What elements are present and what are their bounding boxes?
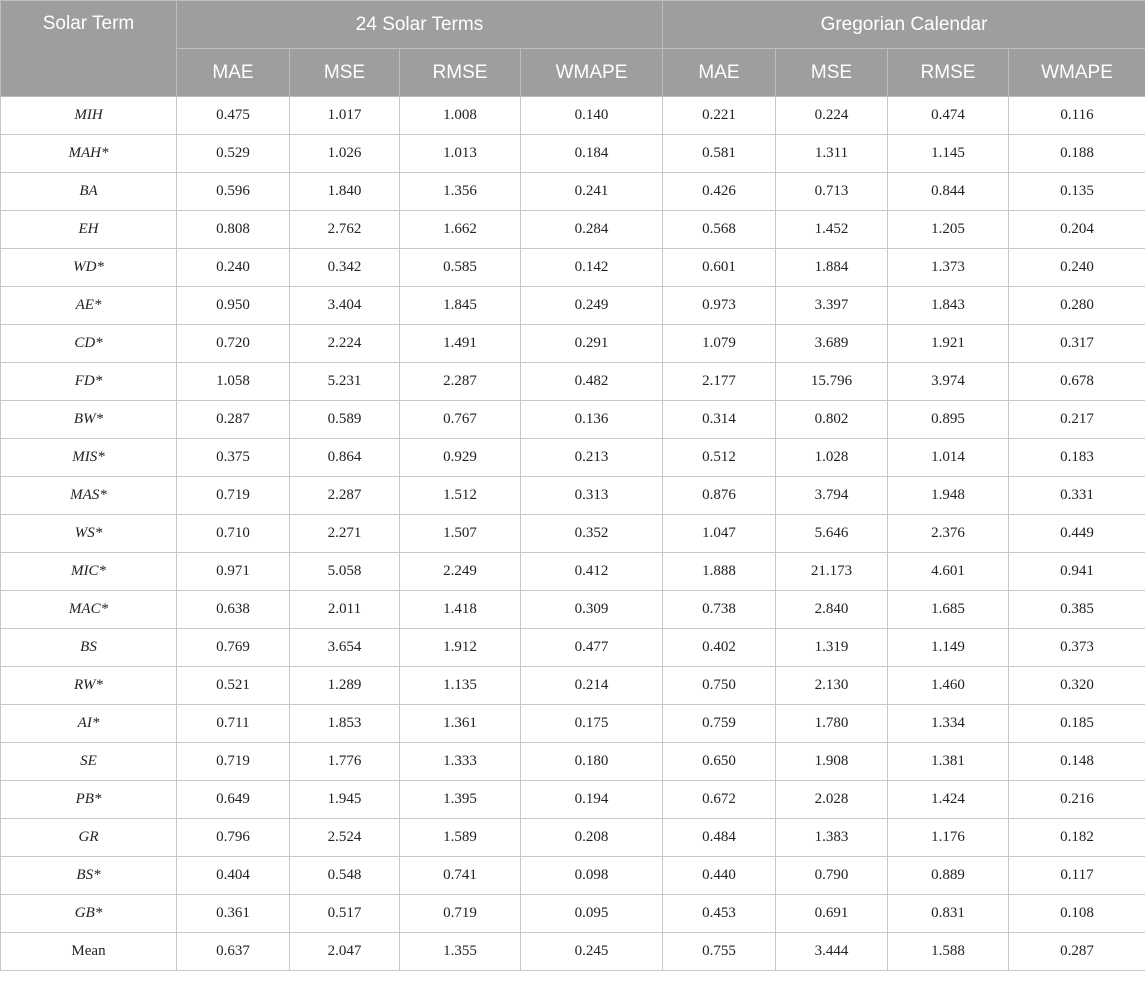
metric-value-cell: 0.517 <box>290 895 400 933</box>
metric-header-mae: MAE <box>177 49 290 97</box>
metric-value-cell: 0.404 <box>177 857 290 895</box>
metric-value-cell: 0.240 <box>177 249 290 287</box>
metric-value-cell: 5.646 <box>776 515 888 553</box>
metric-header-mae: MAE <box>663 49 776 97</box>
metric-value-cell: 1.135 <box>400 667 521 705</box>
metric-value-cell: 0.767 <box>400 401 521 439</box>
metric-value-cell: 2.524 <box>290 819 400 857</box>
metric-value-cell: 0.108 <box>1009 895 1145 933</box>
metric-value-cell: 0.361 <box>177 895 290 933</box>
table-row <box>1 97 1145 135</box>
metric-value-cell: 0.208 <box>521 819 663 857</box>
metric-value-cell: 0.711 <box>177 705 290 743</box>
metric-value-cell: 2.177 <box>663 363 776 401</box>
metric-value-cell: 1.383 <box>776 819 888 857</box>
metric-value-cell: 1.145 <box>888 135 1009 173</box>
metric-value-cell: 1.079 <box>663 325 776 363</box>
metric-value-cell: 0.175 <box>521 705 663 743</box>
metric-value-cell: 1.945 <box>290 781 400 819</box>
solar-term-cell: GR <box>1 819 177 857</box>
solar-term-cell: MIC* <box>1 553 177 591</box>
metric-header-wmape: WMAPE <box>521 49 663 97</box>
metric-value-cell: 0.142 <box>521 249 663 287</box>
metric-value-cell: 0.678 <box>1009 363 1145 401</box>
metric-value-cell: 0.221 <box>663 97 776 135</box>
metric-value-cell: 0.477 <box>521 629 663 667</box>
metric-value-cell: 0.241 <box>521 173 663 211</box>
metric-value-cell: 0.287 <box>177 401 290 439</box>
metric-value-cell: 0.402 <box>663 629 776 667</box>
table-row <box>1 135 1145 173</box>
metric-value-cell: 0.214 <box>521 667 663 705</box>
metric-value-cell: 0.116 <box>1009 97 1145 135</box>
metric-value-cell: 0.317 <box>1009 325 1145 363</box>
metric-value-cell: 0.194 <box>521 781 663 819</box>
table-row <box>1 173 1145 211</box>
metric-value-cell: 0.650 <box>663 743 776 781</box>
table-row <box>1 667 1145 705</box>
metric-value-cell: 0.950 <box>177 287 290 325</box>
solar-term-cell: BA <box>1 173 177 211</box>
metric-value-cell: 0.719 <box>400 895 521 933</box>
metric-value-cell: 0.759 <box>663 705 776 743</box>
metric-value-cell: 1.017 <box>290 97 400 135</box>
metric-value-cell: 0.973 <box>663 287 776 325</box>
solar-term-cell: BS* <box>1 857 177 895</box>
table-row <box>1 819 1145 857</box>
metric-value-cell: 0.098 <box>521 857 663 895</box>
metric-value-cell: 0.672 <box>663 781 776 819</box>
metric-value-cell: 1.395 <box>400 781 521 819</box>
metric-value-cell: 1.047 <box>663 515 776 553</box>
metric-value-cell: 1.424 <box>888 781 1009 819</box>
metric-value-cell: 0.710 <box>177 515 290 553</box>
metric-value-cell: 0.216 <box>1009 781 1145 819</box>
metric-value-cell: 1.333 <box>400 743 521 781</box>
metric-value-cell: 2.047 <box>290 933 400 971</box>
metric-value-cell: 3.397 <box>776 287 888 325</box>
metric-value-cell: 0.280 <box>1009 287 1145 325</box>
metric-value-cell: 1.884 <box>776 249 888 287</box>
solar-term-cell: AI* <box>1 705 177 743</box>
metric-value-cell: 21.173 <box>776 553 888 591</box>
metric-value-cell: 1.460 <box>888 667 1009 705</box>
metric-value-cell: 3.794 <box>776 477 888 515</box>
metric-value-cell: 0.844 <box>888 173 1009 211</box>
solar-term-cell: MIH <box>1 97 177 135</box>
metric-value-cell: 2.028 <box>776 781 888 819</box>
metric-value-cell: 1.014 <box>888 439 1009 477</box>
metric-value-cell: 0.790 <box>776 857 888 895</box>
metric-value-cell: 0.831 <box>888 895 1009 933</box>
metric-value-cell: 0.148 <box>1009 743 1145 781</box>
table-row <box>1 857 1145 895</box>
metric-value-cell: 1.776 <box>290 743 400 781</box>
solar-term-cell: BW* <box>1 401 177 439</box>
metric-value-cell: 1.588 <box>888 933 1009 971</box>
metric-value-cell: 0.453 <box>663 895 776 933</box>
metric-value-cell: 0.484 <box>663 819 776 857</box>
metric-header-mse: MSE <box>776 49 888 97</box>
metric-value-cell: 0.249 <box>521 287 663 325</box>
table-row <box>1 743 1145 781</box>
metric-value-cell: 0.864 <box>290 439 400 477</box>
solar-term-header: Solar Term <box>1 1 177 97</box>
metric-value-cell: 0.769 <box>177 629 290 667</box>
table-row <box>1 515 1145 553</box>
metric-value-cell: 0.691 <box>776 895 888 933</box>
metric-value-cell: 1.840 <box>290 173 400 211</box>
metric-value-cell: 0.601 <box>663 249 776 287</box>
metric-value-cell: 1.662 <box>400 211 521 249</box>
metric-value-cell: 0.224 <box>776 97 888 135</box>
metric-value-cell: 2.271 <box>290 515 400 553</box>
metric-value-cell: 1.491 <box>400 325 521 363</box>
metric-value-cell: 3.974 <box>888 363 1009 401</box>
metric-value-cell: 0.741 <box>400 857 521 895</box>
metric-value-cell: 2.249 <box>400 553 521 591</box>
metric-value-cell: 0.482 <box>521 363 663 401</box>
metric-value-cell: 0.135 <box>1009 173 1145 211</box>
metric-value-cell: 1.780 <box>776 705 888 743</box>
metric-value-cell: 0.185 <box>1009 705 1145 743</box>
metric-value-cell: 0.808 <box>177 211 290 249</box>
metric-value-cell: 1.418 <box>400 591 521 629</box>
metric-value-cell: 0.245 <box>521 933 663 971</box>
metric-value-cell: 5.231 <box>290 363 400 401</box>
metric-value-cell: 2.287 <box>400 363 521 401</box>
metric-value-cell: 0.240 <box>1009 249 1145 287</box>
metric-value-cell: 0.412 <box>521 553 663 591</box>
metric-value-cell: 0.802 <box>776 401 888 439</box>
metric-value-cell: 0.474 <box>888 97 1009 135</box>
metric-value-cell: 1.908 <box>776 743 888 781</box>
group-header-gregorian: Gregorian Calendar <box>663 1 1145 49</box>
solar-term-cell: EH <box>1 211 177 249</box>
metric-value-cell: 1.311 <box>776 135 888 173</box>
solar-term-cell: CD* <box>1 325 177 363</box>
metric-value-cell: 1.512 <box>400 477 521 515</box>
metric-value-cell: 0.895 <box>888 401 1009 439</box>
table-row <box>1 249 1145 287</box>
metric-value-cell: 0.117 <box>1009 857 1145 895</box>
metric-value-cell: 0.796 <box>177 819 290 857</box>
solar-term-cell: AE* <box>1 287 177 325</box>
metric-value-cell: 0.385 <box>1009 591 1145 629</box>
metric-value-cell: 0.182 <box>1009 819 1145 857</box>
metric-value-cell: 0.213 <box>521 439 663 477</box>
header-row-groups <box>1 1 1145 49</box>
metric-header-rmse: RMSE <box>888 49 1009 97</box>
metric-value-cell: 0.180 <box>521 743 663 781</box>
metric-value-cell: 0.529 <box>177 135 290 173</box>
metric-value-cell: 2.762 <box>290 211 400 249</box>
metric-value-cell: 1.319 <box>776 629 888 667</box>
metric-value-cell: 0.548 <box>290 857 400 895</box>
metric-value-cell: 0.637 <box>177 933 290 971</box>
metric-value-cell: 0.750 <box>663 667 776 705</box>
metric-value-cell: 1.589 <box>400 819 521 857</box>
metric-value-cell: 0.217 <box>1009 401 1145 439</box>
solar-term-cell: Mean <box>1 933 177 971</box>
table-row <box>1 363 1145 401</box>
metric-value-cell: 0.720 <box>177 325 290 363</box>
solar-term-cell: BS <box>1 629 177 667</box>
metric-value-cell: 0.713 <box>776 173 888 211</box>
solar-term-cell: MAC* <box>1 591 177 629</box>
solar-term-cell: RW* <box>1 667 177 705</box>
metric-value-cell: 1.205 <box>888 211 1009 249</box>
table-row <box>1 211 1145 249</box>
metric-value-cell: 1.373 <box>888 249 1009 287</box>
solar-term-cell: WS* <box>1 515 177 553</box>
metric-header-rmse: RMSE <box>400 49 521 97</box>
metric-value-cell: 3.444 <box>776 933 888 971</box>
table-row <box>1 287 1145 325</box>
solar-term-cell: FD* <box>1 363 177 401</box>
metric-value-cell: 5.058 <box>290 553 400 591</box>
metric-value-cell: 1.685 <box>888 591 1009 629</box>
table-row <box>1 401 1145 439</box>
table-body <box>1 97 1145 971</box>
metric-value-cell: 1.149 <box>888 629 1009 667</box>
metric-value-cell: 0.284 <box>521 211 663 249</box>
metric-header-wmape: WMAPE <box>1009 49 1145 97</box>
table-row <box>1 781 1145 819</box>
metric-value-cell: 0.136 <box>521 401 663 439</box>
metric-value-cell: 0.581 <box>663 135 776 173</box>
solar-term-cell: PB* <box>1 781 177 819</box>
metric-value-cell: 1.921 <box>888 325 1009 363</box>
table-row <box>1 439 1145 477</box>
group-header-solar-terms: 24 Solar Terms <box>177 1 663 49</box>
table-row <box>1 591 1145 629</box>
metric-value-cell: 1.361 <box>400 705 521 743</box>
solar-term-cell: MAS* <box>1 477 177 515</box>
metric-value-cell: 0.184 <box>521 135 663 173</box>
metric-value-cell: 2.376 <box>888 515 1009 553</box>
metric-value-cell: 15.796 <box>776 363 888 401</box>
metric-value-cell: 0.140 <box>521 97 663 135</box>
metric-header-mse: MSE <box>290 49 400 97</box>
table-row <box>1 895 1145 933</box>
metric-value-cell: 1.028 <box>776 439 888 477</box>
metric-value-cell: 0.596 <box>177 173 290 211</box>
metric-value-cell: 1.289 <box>290 667 400 705</box>
metric-value-cell: 0.291 <box>521 325 663 363</box>
metric-value-cell: 1.334 <box>888 705 1009 743</box>
metric-value-cell: 0.755 <box>663 933 776 971</box>
metric-value-cell: 1.058 <box>177 363 290 401</box>
table-header <box>1 1 1145 97</box>
metric-value-cell: 1.008 <box>400 97 521 135</box>
metric-value-cell: 2.011 <box>290 591 400 629</box>
metric-value-cell: 1.176 <box>888 819 1009 857</box>
table-row <box>1 933 1145 971</box>
metric-value-cell: 0.095 <box>521 895 663 933</box>
metric-value-cell: 1.912 <box>400 629 521 667</box>
metric-value-cell: 3.654 <box>290 629 400 667</box>
metric-value-cell: 0.971 <box>177 553 290 591</box>
metric-value-cell: 2.840 <box>776 591 888 629</box>
metric-value-cell: 1.356 <box>400 173 521 211</box>
metric-value-cell: 0.342 <box>290 249 400 287</box>
metric-value-cell: 1.452 <box>776 211 888 249</box>
metric-value-cell: 4.601 <box>888 553 1009 591</box>
solar-term-cell: SE <box>1 743 177 781</box>
metric-value-cell: 1.948 <box>888 477 1009 515</box>
metric-value-cell: 0.649 <box>177 781 290 819</box>
solar-term-cell: GB* <box>1 895 177 933</box>
metric-value-cell: 0.373 <box>1009 629 1145 667</box>
metric-value-cell: 0.512 <box>663 439 776 477</box>
metric-value-cell: 0.313 <box>521 477 663 515</box>
metric-value-cell: 1.843 <box>888 287 1009 325</box>
metric-value-cell: 2.287 <box>290 477 400 515</box>
metric-value-cell: 0.941 <box>1009 553 1145 591</box>
metric-value-cell: 0.589 <box>290 401 400 439</box>
metric-value-cell: 0.738 <box>663 591 776 629</box>
table-row <box>1 553 1145 591</box>
metric-value-cell: 0.475 <box>177 97 290 135</box>
metric-value-cell: 0.183 <box>1009 439 1145 477</box>
metric-value-cell: 2.130 <box>776 667 888 705</box>
metric-value-cell: 0.889 <box>888 857 1009 895</box>
metric-value-cell: 0.426 <box>663 173 776 211</box>
metric-value-cell: 1.013 <box>400 135 521 173</box>
metric-value-cell: 1.026 <box>290 135 400 173</box>
metric-value-cell: 0.719 <box>177 743 290 781</box>
metric-value-cell: 0.449 <box>1009 515 1145 553</box>
metric-value-cell: 1.507 <box>400 515 521 553</box>
metric-value-cell: 2.224 <box>290 325 400 363</box>
metric-value-cell: 0.375 <box>177 439 290 477</box>
metric-value-cell: 3.404 <box>290 287 400 325</box>
table-row <box>1 629 1145 667</box>
metric-value-cell: 0.204 <box>1009 211 1145 249</box>
metric-value-cell: 0.331 <box>1009 477 1145 515</box>
metric-value-cell: 0.314 <box>663 401 776 439</box>
metric-value-cell: 0.287 <box>1009 933 1145 971</box>
metric-value-cell: 0.440 <box>663 857 776 895</box>
metric-value-cell: 1.381 <box>888 743 1009 781</box>
metric-value-cell: 0.719 <box>177 477 290 515</box>
table-row <box>1 477 1145 515</box>
solar-term-cell: WD* <box>1 249 177 287</box>
metric-value-cell: 1.845 <box>400 287 521 325</box>
metric-value-cell: 1.888 <box>663 553 776 591</box>
metric-value-cell: 0.876 <box>663 477 776 515</box>
metric-value-cell: 0.521 <box>177 667 290 705</box>
metric-value-cell: 1.853 <box>290 705 400 743</box>
solar-term-cell: MAH* <box>1 135 177 173</box>
metric-value-cell: 0.585 <box>400 249 521 287</box>
metric-value-cell: 0.638 <box>177 591 290 629</box>
table-row <box>1 705 1145 743</box>
metric-value-cell: 3.689 <box>776 325 888 363</box>
metric-value-cell: 0.929 <box>400 439 521 477</box>
metric-value-cell: 0.568 <box>663 211 776 249</box>
metric-value-cell: 0.320 <box>1009 667 1145 705</box>
metric-value-cell: 0.188 <box>1009 135 1145 173</box>
solar-term-cell: MIS* <box>1 439 177 477</box>
metric-value-cell: 1.355 <box>400 933 521 971</box>
metric-value-cell: 0.352 <box>521 515 663 553</box>
table-row <box>1 325 1145 363</box>
metric-value-cell: 0.309 <box>521 591 663 629</box>
